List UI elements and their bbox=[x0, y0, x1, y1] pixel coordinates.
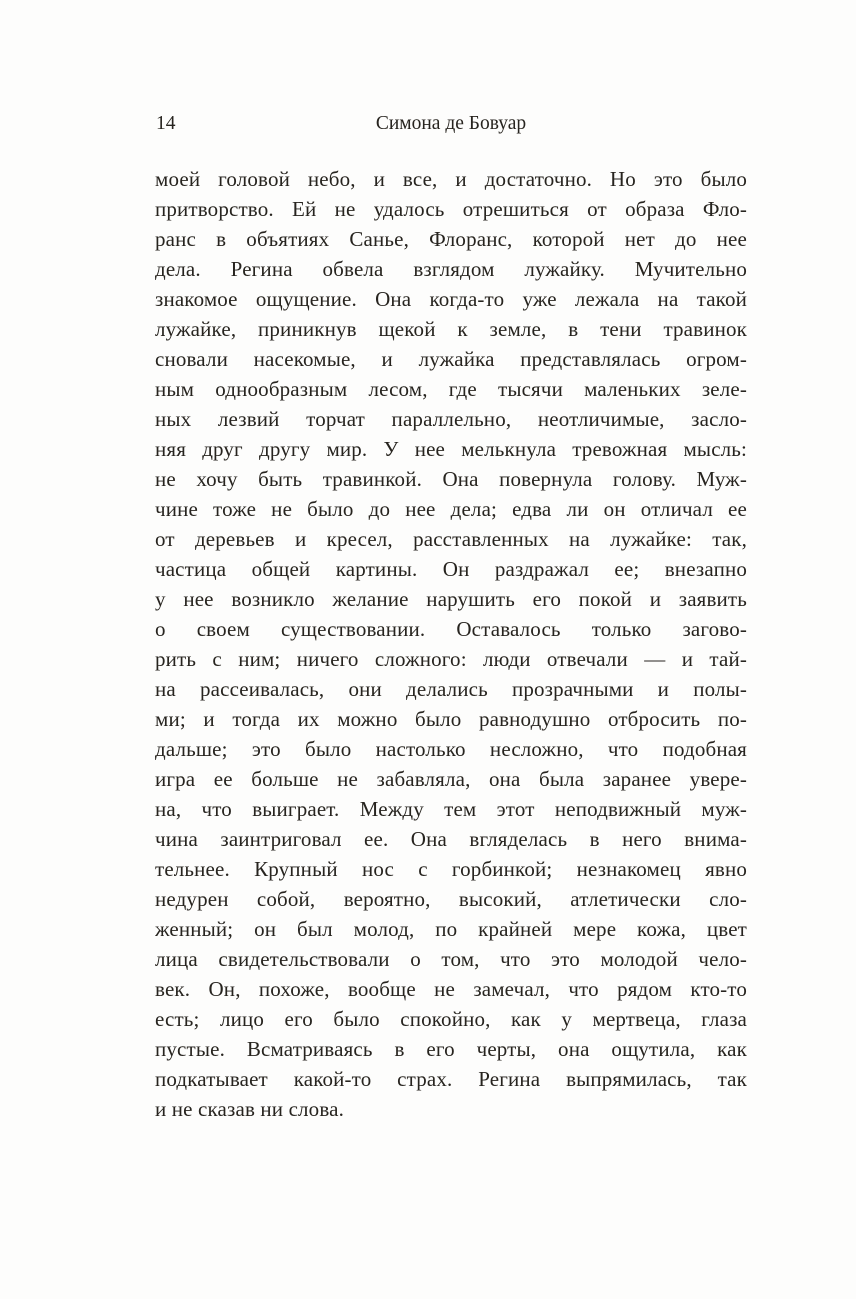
text-line: чине тоже не было до нее дела; едва ли он отличал ее bbox=[155, 497, 747, 521]
text-line: рить с ним; ничего сложного: люди отвечали — и тай- bbox=[155, 647, 747, 671]
text-line: ным однообразным лесом, где тысячи маленьких зеле- bbox=[155, 377, 747, 401]
text-line: лужайке, приникнув щекой к земле, в тени травинок bbox=[155, 317, 747, 341]
text-line: не хочу быть травинкой. Она повернула голову. Муж- bbox=[155, 467, 747, 491]
text-line: ми; и тогда их можно было равнодушно отбросить по- bbox=[155, 707, 747, 731]
text-line: тельнее. Крупный нос с горбинкой; незнакомец явно bbox=[155, 857, 747, 881]
text-line: притворство. Ей не удалось отрешиться от образа Фло- bbox=[155, 197, 747, 221]
text-line: пустые. Всматриваясь в его черты, она ощутила, как bbox=[155, 1037, 747, 1061]
text-line: знакомое ощущение. Она когда-то уже лежала на такой bbox=[155, 287, 747, 311]
text-line: и не сказав ни слова. bbox=[155, 1097, 344, 1121]
page-header bbox=[155, 112, 747, 140]
text-line: ранс в объятиях Санье, Флоранс, которой нет до нее bbox=[155, 227, 747, 251]
text-line: у нее возникло желание нарушить его покой и заявить bbox=[155, 587, 747, 611]
text-line: подкатывает какой-то страх. Регина выпрямилась, так bbox=[155, 1067, 747, 1091]
text-line: недурен собой, вероятно, высокий, атлетически сло- bbox=[155, 887, 747, 911]
text-line: игра ее больше не забавляла, она была заранее увере- bbox=[155, 767, 747, 791]
text-line: дальше; это было настолько несложно, что подобная bbox=[155, 737, 747, 761]
text-line: на, что выиграет. Между тем этот неподвижный муж- bbox=[155, 797, 747, 821]
text-line: от деревьев и кресел, расставленных на лужайке: так, bbox=[155, 527, 747, 551]
text-line: частица общей картины. Он раздражал ее; внезапно bbox=[155, 557, 747, 581]
text-line: на рассеивалась, они делались прозрачными и полы- bbox=[155, 677, 747, 701]
text-line: век. Он, похоже, вообще не замечал, что рядом кто-то bbox=[155, 977, 747, 1001]
text-line: няя друг другу мир. У нее мелькнула тревожная мысль: bbox=[155, 437, 747, 461]
page-body bbox=[155, 164, 747, 1124]
text-line: лица свидетельствовали о том, что это молодой чело- bbox=[155, 947, 747, 971]
text-line: о своем существовании. Оставалось только загово- bbox=[155, 617, 747, 641]
text-line: сновали насекомые, и лужайка представлялась огром- bbox=[155, 347, 747, 371]
text-line: моей головой небо, и все, и достаточно. Но это было bbox=[155, 167, 747, 191]
text-line: женный; он был молод, по крайней мере кожа, цвет bbox=[155, 917, 747, 941]
text-line: есть; лицо его было спокойно, как у мертвеца, глаза bbox=[155, 1007, 747, 1031]
page-number: 14 bbox=[156, 113, 176, 134]
running-head: Симона де Бовуар bbox=[375, 113, 527, 134]
text-line: чина заинтриговал ее. Она вгляделась в него внима- bbox=[155, 827, 747, 851]
text-line: ных лезвий торчат параллельно, неотличимые, засло- bbox=[155, 407, 747, 431]
text-line: дела. Регина обвела взглядом лужайку. Мучительно bbox=[155, 257, 747, 281]
text-block bbox=[155, 164, 747, 1124]
